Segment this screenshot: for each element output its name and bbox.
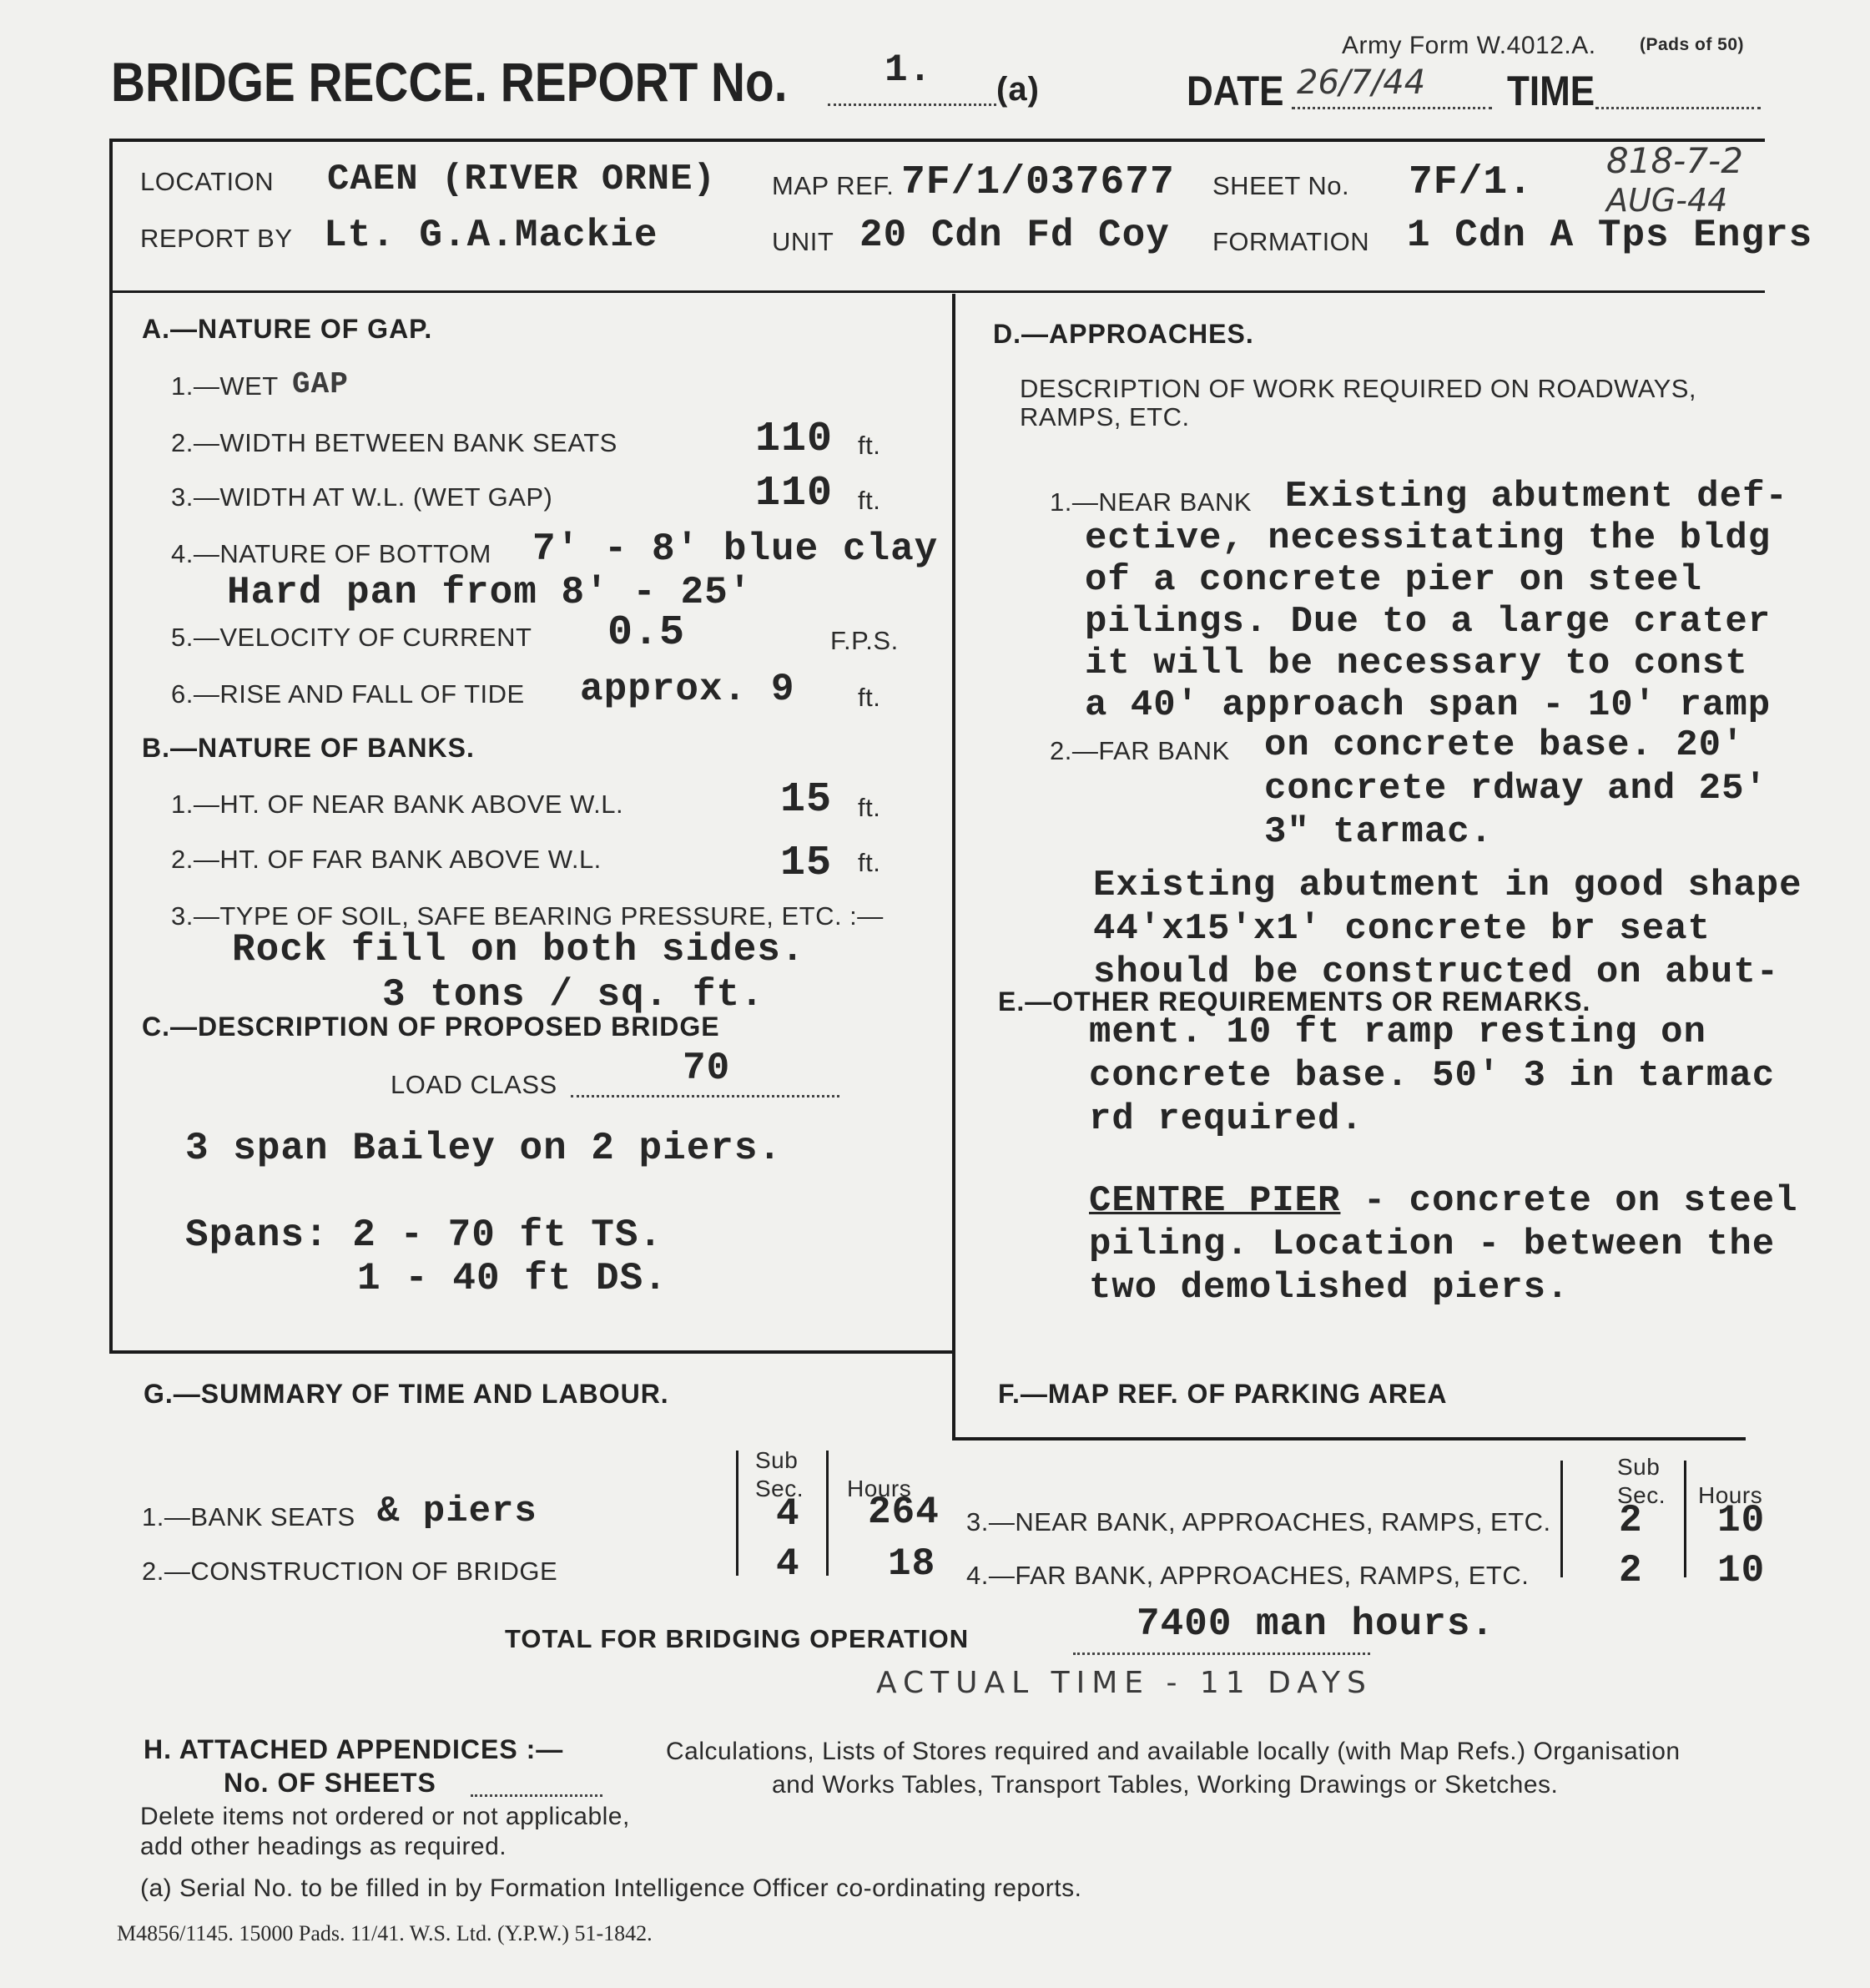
labour-row-label: 3.—NEAR BANK, APPROACHES, RAMPS, ETC. [966,1507,1551,1536]
section-e-heading: E.—OTHER REQUIREMENTS OR REMARKS. [998,986,1591,1017]
soil-line-1: Rock fill on both sides. [232,928,805,971]
near-approach-line: a 40' approach span - 10' ramp [1085,684,1772,726]
centre-pier-line-3: two demolished piers. [1089,1267,1570,1309]
mapref-value: 7F/1/037677 [901,160,1175,205]
date-label: DATE [1187,68,1284,114]
date-value: 26/7/44 [1297,63,1426,102]
far-approach-line: concrete rdway and 25' [1264,768,1767,810]
near-approach-line: of a concrete pier on steel [1085,559,1702,601]
near-approach-line: it will be necessary to const [1085,643,1748,684]
width-bank-unit: ft. [858,431,881,460]
sheets-label: No. OF SHEETS [224,1768,436,1798]
hours-header-left: Hours [847,1476,912,1501]
near-approach-line: pilings. Due to a large crater [1085,601,1772,643]
unit-label: UNIT [772,227,834,256]
print-code: M4856/1145. 15000 Pads. 11/41. W.S. Ltd. (Y.P.W.) 51-1842. [117,1921,653,1945]
serial-footnote: (a) Serial No. to be filled in by Formation Intelligence Officer co-ordinating reports. [140,1874,1082,1902]
sheet-label: SHEET No. [1212,171,1350,200]
total-field [1073,1602,1495,1655]
labour-row-extra: & piers [377,1491,537,1532]
main-box-left [109,139,113,1353]
report-no-value: 1. [885,48,933,92]
near-bank-label: 1.—HT. OF NEAR BANK ABOVE W.L. [171,790,624,819]
hours-header-right: Hours [1698,1482,1763,1508]
far-approach-label: 2.—FAR BANK [1050,736,1230,765]
labour-row-label: 4.—FAR BANK, APPROACHES, RAMPS, ETC. [966,1561,1530,1590]
load-class-field [571,1047,839,1097]
spans-line-1: Spans: 2 - 70 ft TS. [185,1213,663,1257]
g-left-divider-1 [736,1451,738,1576]
info-box-top [109,139,1765,142]
section-c-heading: C.—DESCRIPTION OF PROPOSED BRIDGE [142,1012,720,1042]
bottom-line-2: Hard pan from 8' - 25' [227,571,753,614]
section-d-heading: D.—APPROACHES. [993,319,1254,349]
width-wl-unit: ft. [858,486,881,515]
handwritten-code-2: AUG-44 [1606,182,1728,219]
actual-time-note: ACTUAL TIME - 11 DAYS [876,1666,1373,1700]
labour-row-subsec: 2 [1619,1549,1643,1592]
section-f-heading: F.—MAP REF. OF PARKING AREA [998,1379,1448,1409]
width-wl-label: 3.—WIDTH AT W.L. (WET GAP) [171,482,553,512]
section-h-heading: H. ATTACHED APPENDICES :— [144,1734,564,1764]
remarks-line: concrete base. 50' 3 in tarmac [1089,1055,1776,1097]
labour-row-label: 2.—CONSTRUCTION OF BRIDGE [142,1557,558,1586]
centre-pier-rest: - concrete on steel [1340,1180,1798,1222]
velocity-unit: F.P.S. [830,626,899,655]
handwritten-code-1: 818-7-2 [1606,140,1743,181]
soil-label: 3.—TYPE OF SOIL, SAFE BEARING PRESSURE, ETC. :— [171,901,884,931]
wet-label: 1.—WET [171,371,279,401]
centre-pier-title: CENTRE PIER [1089,1180,1341,1222]
near-bank-unit: ft. [858,793,881,822]
left-box-bottom [109,1350,955,1354]
right-box-bottom [952,1437,1746,1441]
form-id: Army Form W.4012.A. [1342,32,1596,59]
far-approach-line: 44'x15'x1' concrete br seat [1093,908,1711,950]
near-bank-value: 15 [780,776,833,824]
unit-value: 20 Cdn Fd Coy [859,214,1170,257]
section-g-heading: G.—SUMMARY OF TIME AND LABOUR. [144,1379,669,1409]
delete-note-2: add other headings as required. [140,1833,507,1860]
reportby-label: REPORT BY [140,224,293,253]
load-class-value: 70 [683,1047,731,1090]
near-approach-line: ective, necessitating the bldg [1085,517,1772,559]
location-value: CAEN (RIVER ORNE) [327,159,716,200]
time-label: TIME [1507,68,1595,114]
labour-row-hours: 264 [868,1491,940,1534]
section-b-heading: B.—NATURE OF BANKS. [142,733,475,763]
appendix-line-1: Calculations, Lists of Stores required and available locally (with Map Refs.) Organisation [666,1738,1681,1765]
serial-marker: (a) [996,71,1040,108]
spans-line-2: 1 - 40 ft DS. [357,1257,668,1300]
appendix-line-2: and Works Tables, Transport Tables, Working Drawings or Sketches. [772,1771,1559,1799]
near-approach-line: Existing abutment def- [1285,476,1788,517]
delete-note-1: Delete items not ordered or not applicable, [140,1803,630,1830]
location-label: LOCATION [140,167,275,196]
g-left-divider-2 [826,1451,829,1576]
labour-row-subsec: 4 [776,1542,800,1586]
total-value: 7400 man hours. [1137,1602,1495,1646]
far-approach-line: should be constructed on abut- [1093,951,1780,993]
bottom-line-1: 7' - 8' blue clay [532,527,939,571]
sheet-value: 7F/1. [1409,160,1534,205]
bridge-desc: 3 span Bailey on 2 piers. [185,1127,783,1170]
far-approach-line: on concrete base. 20' [1264,724,1745,766]
column-divider [952,294,955,1439]
subsec-header-right-2: Sec. [1617,1482,1666,1508]
pads-note: (Pads of 50) [1640,35,1745,54]
near-approach-label: 1.—NEAR BANK [1050,487,1253,517]
centre-pier-line-2: piling. Location - between the [1089,1224,1776,1265]
far-bank-label: 2.—HT. OF FAR BANK ABOVE W.L. [171,845,602,874]
labour-row-subsec: 2 [1619,1499,1643,1542]
total-label: TOTAL FOR BRIDGING OPERATION [505,1624,970,1653]
tide-label: 6.—RISE AND FALL OF TIDE [171,679,525,709]
sheets-field [471,1774,602,1797]
tide-unit: ft. [858,683,881,712]
time-field [1595,65,1761,109]
info-box-divider [109,290,1765,293]
g-right-divider-1 [1560,1461,1563,1577]
width-bank-label: 2.—WIDTH BETWEEN BANK SEATS [171,428,617,457]
approaches-desc-1: DESCRIPTION OF WORK REQUIRED ON ROADWAYS, [1020,374,1697,403]
bottom-label: 4.—NATURE OF BOTTOM [171,539,491,568]
remarks-line: ment. 10 ft ramp resting on [1089,1012,1706,1053]
tide-value: approx. 9 [580,668,795,711]
subsec-header-left-1: Sub [755,1447,799,1473]
mapref-label: MAP REF. [772,171,895,200]
velocity-label: 5.—VELOCITY OF CURRENT [171,623,532,652]
soil-line-2: 3 tons / sq. ft. [382,973,764,1017]
report-title: BRIDGE RECCE. REPORT No. [111,51,788,113]
labour-row-hours: 10 [1717,1549,1766,1592]
velocity-value: 0.5 [607,609,686,657]
approaches-desc-2: RAMPS, ETC. [1020,402,1190,431]
labour-row-hours: 10 [1717,1499,1766,1542]
labour-row-subsec: 4 [776,1492,800,1536]
width-wl-value: 110 [755,470,834,517]
labour-row-label: 1.—BANK SEATS [142,1502,355,1531]
date-field [1292,65,1492,109]
labour-row-hours: 18 [888,1542,936,1586]
g-right-divider-2 [1684,1461,1686,1577]
centre-pier-line-1 [1089,1180,1798,1222]
formation-label: FORMATION [1212,227,1370,256]
formation-value: 1 Cdn A Tps Engrs [1407,214,1813,257]
far-approach-line: Existing abutment in good shape [1093,865,1802,906]
section-a-heading: A.—NATURE OF GAP. [142,314,433,344]
remarks-line: rd required. [1089,1098,1363,1140]
far-approach-line: 3" tarmac. [1264,811,1494,853]
far-bank-unit: ft. [858,848,881,877]
wet-value: GAP [292,367,349,401]
far-bank-value: 15 [780,840,833,887]
width-bank-value: 110 [755,416,834,463]
report-no-field [828,48,996,106]
subsec-header-left-2: Sec. [755,1476,804,1501]
reportby-value: Lt. G.A.Mackie [324,214,658,257]
subsec-header-right-1: Sub [1617,1454,1661,1480]
load-class-label: LOAD CLASS [391,1070,557,1099]
